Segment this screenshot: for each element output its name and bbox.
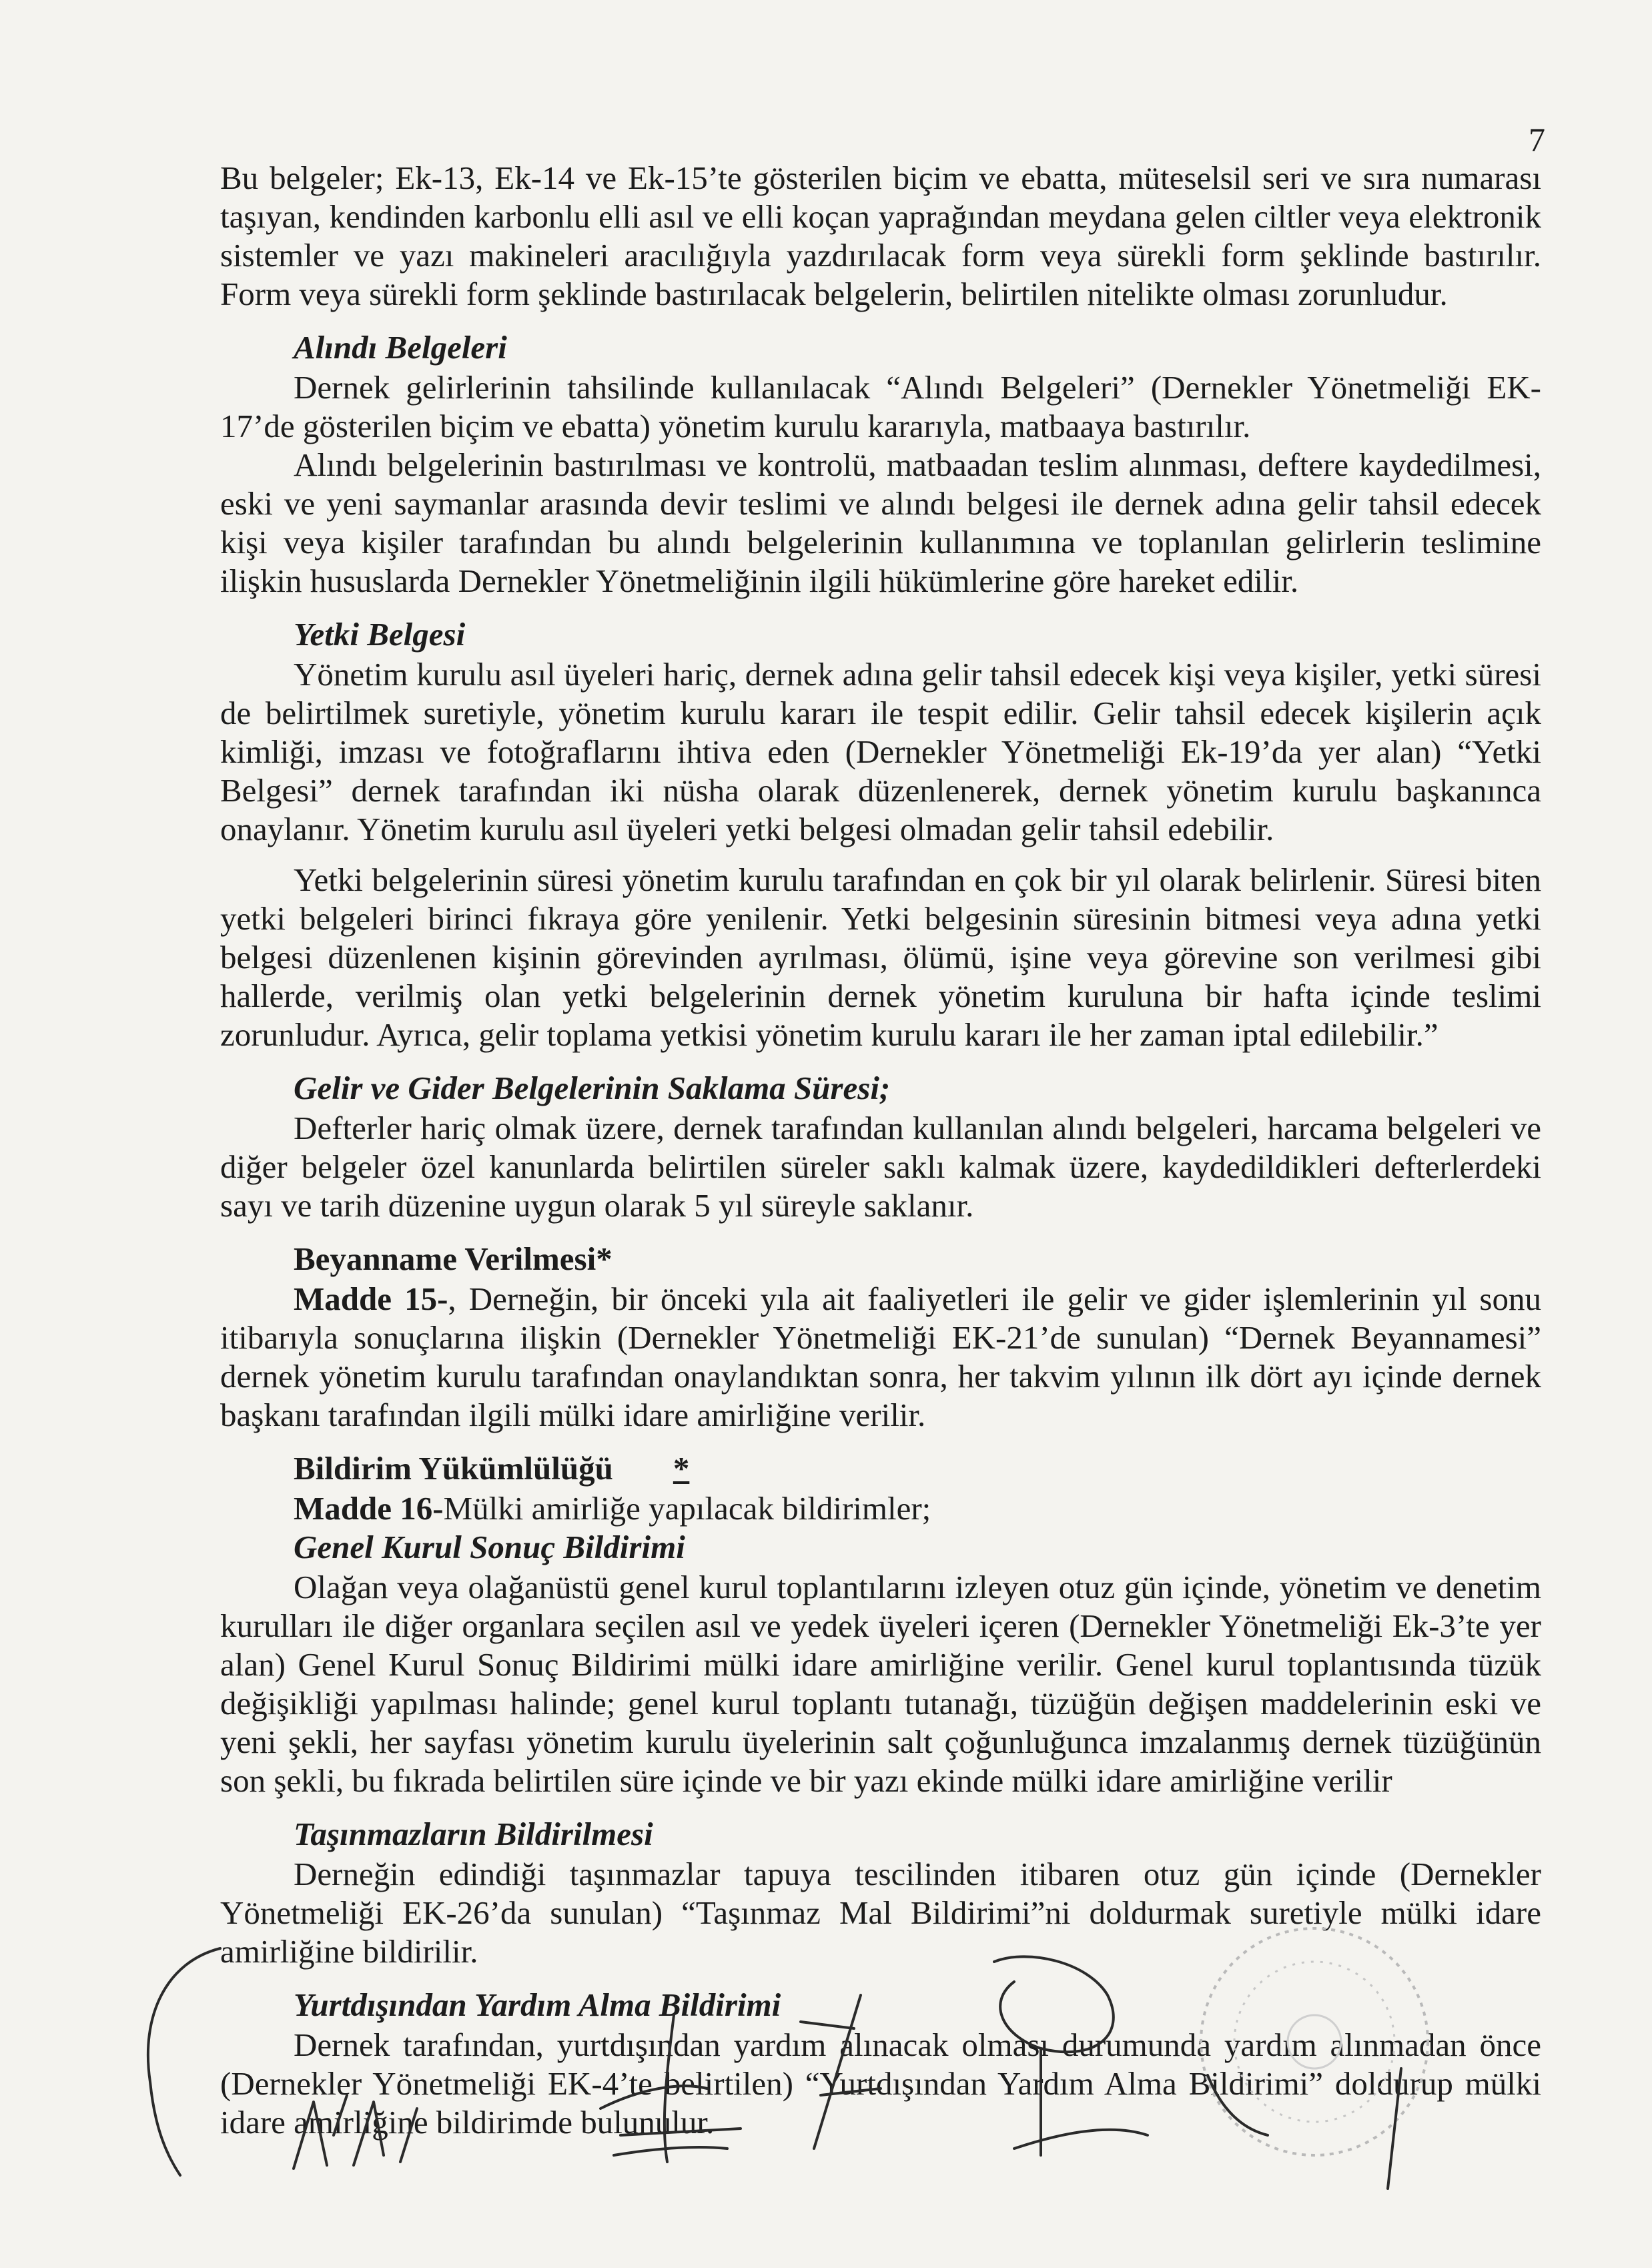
paragraph: Bu belgeler; Ek-13, Ek-14 ve Ek-15’te gösterilen biçim ve ebatta, müteselsil seri ve sıra numarası taşıyan, kendinden karbonlu elli asıl ve elli koçan yaprağından meydana gelen ciltler veya elektronik sistemler ve yazı makineleri aracılığıyla yazdırılacak form veya sürekli form şeklinde bastırılır. Form veya sürekli form şeklinde bastırılacak belgelerin, belirtilen nitelikte olması zorunludur. [220,159,1541,312]
paragraph: Yönetim kurulu asıl üyeleri hariç, dernek adına gelir tahsil edecek kişi veya kişiler, yetki süresi de belirtilmek suretiyle, yönetim kurulu kararı ile tespit edilir. Gelir tahsil edecek kişilerin açık kimliği, imzası ve fotoğraflarını ihtiva eden (Dernekler Yönetmeliği Ek-19’da yer alan) “Yetki Belgesi” dernek tarafından iki nüsha olarak düzenlenerek, dernek yönetim kurulu başkanınca onaylanır. Yönetim kurulu asıl üyeleri yetki belgesi olmadan gelir tahsil edebilir. [220,656,1541,847]
paragraph: Dernek gelirlerinin tahsilinde kullanılacak “Alındı Belgeleri” (Dernekler Yönetmeliği EK-17’de gösterilen biçim ve ebatta) yönetim kurulu kararıyla, matbaaya bastırılır. [220,369,1541,444]
article-label: Madde 15- [294,1280,448,1317]
paragraph: Derneğin edindiği taşınmazlar tapuya tescilinden itibaren otuz gün içinde (Dernekler Yönetmeliği EK-26’da sunulan) “Taşınmaz Mal Bildirimi”ni doldurmak suretiyle mülki idare amirliğine bildirilir. [220,1856,1541,1970]
paragraph: Yetki belgelerinin süresi yönetim kurulu tarafından en çok bir yıl olarak belirlenir. Süresi biten yetki belgeleri birinci fıkraya göre yenilenir. Yetki belgesinin süresinin bitmesi veya adına yetki belgesi düzenlenen kişinin görevinden ayrılması, ölümü, işine veya görevine son verilmesi gibi hallerde, verilmiş olan yetki belgelerinin dernek yönetim kuruluna bir hafta içinde teslimi zorunludur. Ayrıca, gelir toplama yetkisi yönetim kurulu kararı ile her zaman iptal edilebilir.” [220,861,1541,1053]
paragraph: Dernek tarafından, yurtdışından yardım alınacak olması durumunda yardım alınmadan önce (Dernekler Yönetmeliği EK-4’te belirtilen) “Yurtdışından Yardım Alma Bildirimi” doldurup mülki idare amirliğine bildirimde bulunulur. [220,2026,1541,2141]
section-heading-yetki-belgesi: Yetki Belgesi [294,616,466,653]
section-heading-beyanname: Beyanname Verilmesi* [294,1240,612,1277]
article-label: Madde 16- [294,1490,444,1527]
heading-text: Bildirim Yükümlülüğü [294,1450,613,1487]
paragraph: Defterler hariç olmak üzere, dernek tarafından kullanılan alındı belgeleri, harcama belgeleri ve diğer belgeler özel kanunlarda belirtilen süreler saklı kalmak üzere, kaydedildikleri defterlerdeki sayı ve tarih düzenine uygun olarak 5 yıl süreyle saklanır. [220,1110,1541,1224]
article-15 [220,1280,1541,1435]
article-text: Mülki amirliğe yapılacak bildirimler; [443,1490,931,1527]
section-heading-bildirim [294,1449,1541,1488]
paragraph: Alındı belgelerinin bastırılması ve kontrolü, matbaadan teslim alınması, deftere kaydedilmesi, eski ve yeni saymanlar arasında devir teslimi ve alındı belgesi ile dernek adına gelir tahsil edecek kişi veya kişiler tarafından bu alındı belgelerinin kullanımına ve toplanılan gelirlerin teslimine ilişkin hususlarda Dernekler Yönetmeliğinin ilgili hükümlerine göre hareket edilir. [220,446,1541,599]
stamp-seal [1188,1915,1441,2169]
document-body [220,159,1541,2142]
section-heading-genel-kurul: Genel Kurul Sonuç Bildirimi [294,1529,685,1565]
section-heading-alindi-belgeleri: Alındı Belgeleri [294,329,507,366]
paragraph: Olağan veya olağanüstü genel kurul toplantılarını izleyen otuz gün içinde, yönetim ve denetim kurulları ile diğer organlara seçilen asıl ve yedek üyeleri içeren (Dernekler Yönetmeliği Ek-3’te yer alan) Genel Kurul Sonuç Bildirimi mülki idare amirliğine verilir. Genel kurul toplantısında tüzük değişikliği yapılması halinde; genel kurul toplantı tutanağı, tüzüğün değişen maddelerinin eski ve yeni şekli, her sayfası yönetim kurulu üyelerinin salt çoğunluğunca imzalanmış dernek tüzüğünün son şekli, bu fıkrada belirtilen süre içinde ve bir yazı ekinde mülki idare amirliğine verilir [220,1569,1541,1799]
article-text: , Derneğin, bir önceki yıla ait faaliyetleri ile gelir ve gider işlemlerinin yıl sonu itibarıyla sonuçlarına ilişkin (Dernekler Yönetmeliği EK-21’de sunulan) “Dernek Beyannamesi” dernek yönetim kurulu tarafından onaylandıktan sonra, her takvim yılının ilk dört ayı içinde dernek başkanı tarafından ilgili mülki idare amirliğine verilir. [220,1280,1541,1433]
asterisk-mark: * [673,1450,690,1487]
page-number: 7 [1529,121,1545,158]
article-16 [220,1489,1541,1528]
section-heading-tasinmaz: Taşınmazların Bildirilmesi [294,1816,653,1852]
section-heading-yurtdisi: Yurtdışından Yardım Alma Bildirimi [294,1986,781,2023]
section-heading-saklama-suresi: Gelir ve Gider Belgelerinin Saklama Süresi; [294,1070,891,1106]
